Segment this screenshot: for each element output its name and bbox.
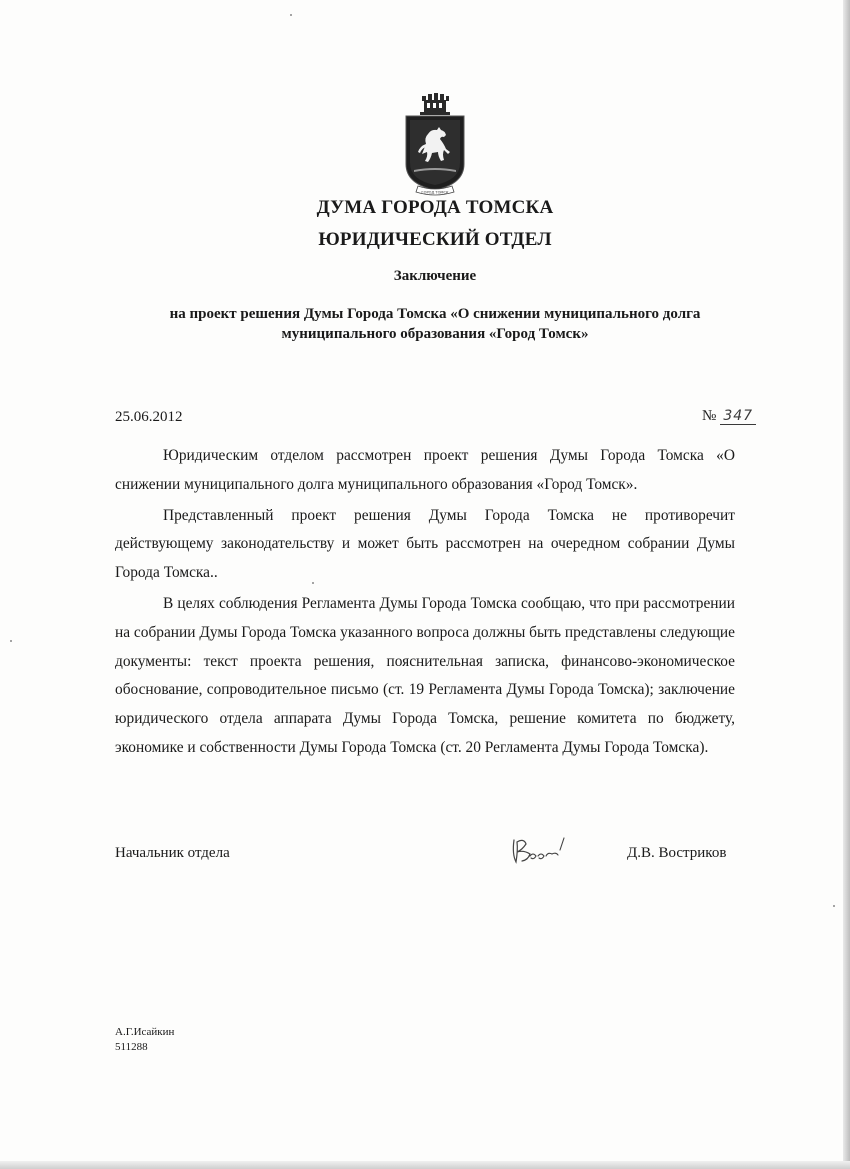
document-type: Заключение (393, 268, 477, 284)
handwritten-signature (508, 830, 578, 868)
scan-speck (10, 640, 12, 642)
number-label: № (702, 408, 717, 424)
scan-speck (833, 905, 835, 907)
scan-edge-right (843, 0, 850, 1169)
signer-name: Д.В. Востриков (627, 845, 727, 861)
subject-line-1: на проект решения Думы Города Томска «О снижении муниципального долга (169, 306, 701, 322)
executor-name: А.Г.Исайкин (115, 1026, 175, 1038)
subject-line-2: муниципального образования «Город Томск» (281, 326, 589, 342)
coat-of-arms-icon (400, 92, 470, 196)
scan-speck (290, 14, 292, 16)
body-paragraph: В целях соблюдения Регламента Думы Города Томска сообщаю, что при рассмотрении на собрании Думы Города Томска указанного вопроса должны быть представлены следующие документы: текст проекта решения, пояснительная записка, финансово-экономическое обоснование, сопроводительное письмо (ст. 19 Регламента Думы Города Томска); заключение юридического отдела аппарата Думы Города Томска, решение комитета по бюджету, экономике и собственности Думы Города Томска (ст. 20 Регламента Думы Города Томска). (115, 594, 735, 756)
emblem-ribbon-text: ГОРОД ТОМСК (421, 190, 449, 195)
department-title: ЮРИДИЧЕСКИЙ ОТДЕЛ (318, 229, 552, 250)
organization-title: ДУМА ГОРОДА ТОМСКА (316, 197, 554, 218)
signer-title: Начальник отдела (115, 845, 230, 861)
document-number (702, 408, 756, 425)
executor-phone: 511288 (115, 1041, 148, 1053)
body-paragraph: Юридическим отделом рассмотрен проект решения Думы Города Томска «О снижении муниципального долга муниципального образования «Город Томск». (115, 447, 735, 493)
document-subject (120, 304, 750, 344)
number-value: 347 (720, 408, 756, 425)
document-date: 25.06.2012 (115, 409, 183, 425)
executor-info (115, 1025, 174, 1055)
document-body (115, 442, 735, 765)
body-paragraph: Представленный проект решения Думы Города Томска не противоречит действующему законодательству и может быть рассмотрен на очередном собрании Думы Города Томска.. (115, 506, 735, 582)
scan-edge-bottom (0, 1161, 850, 1169)
